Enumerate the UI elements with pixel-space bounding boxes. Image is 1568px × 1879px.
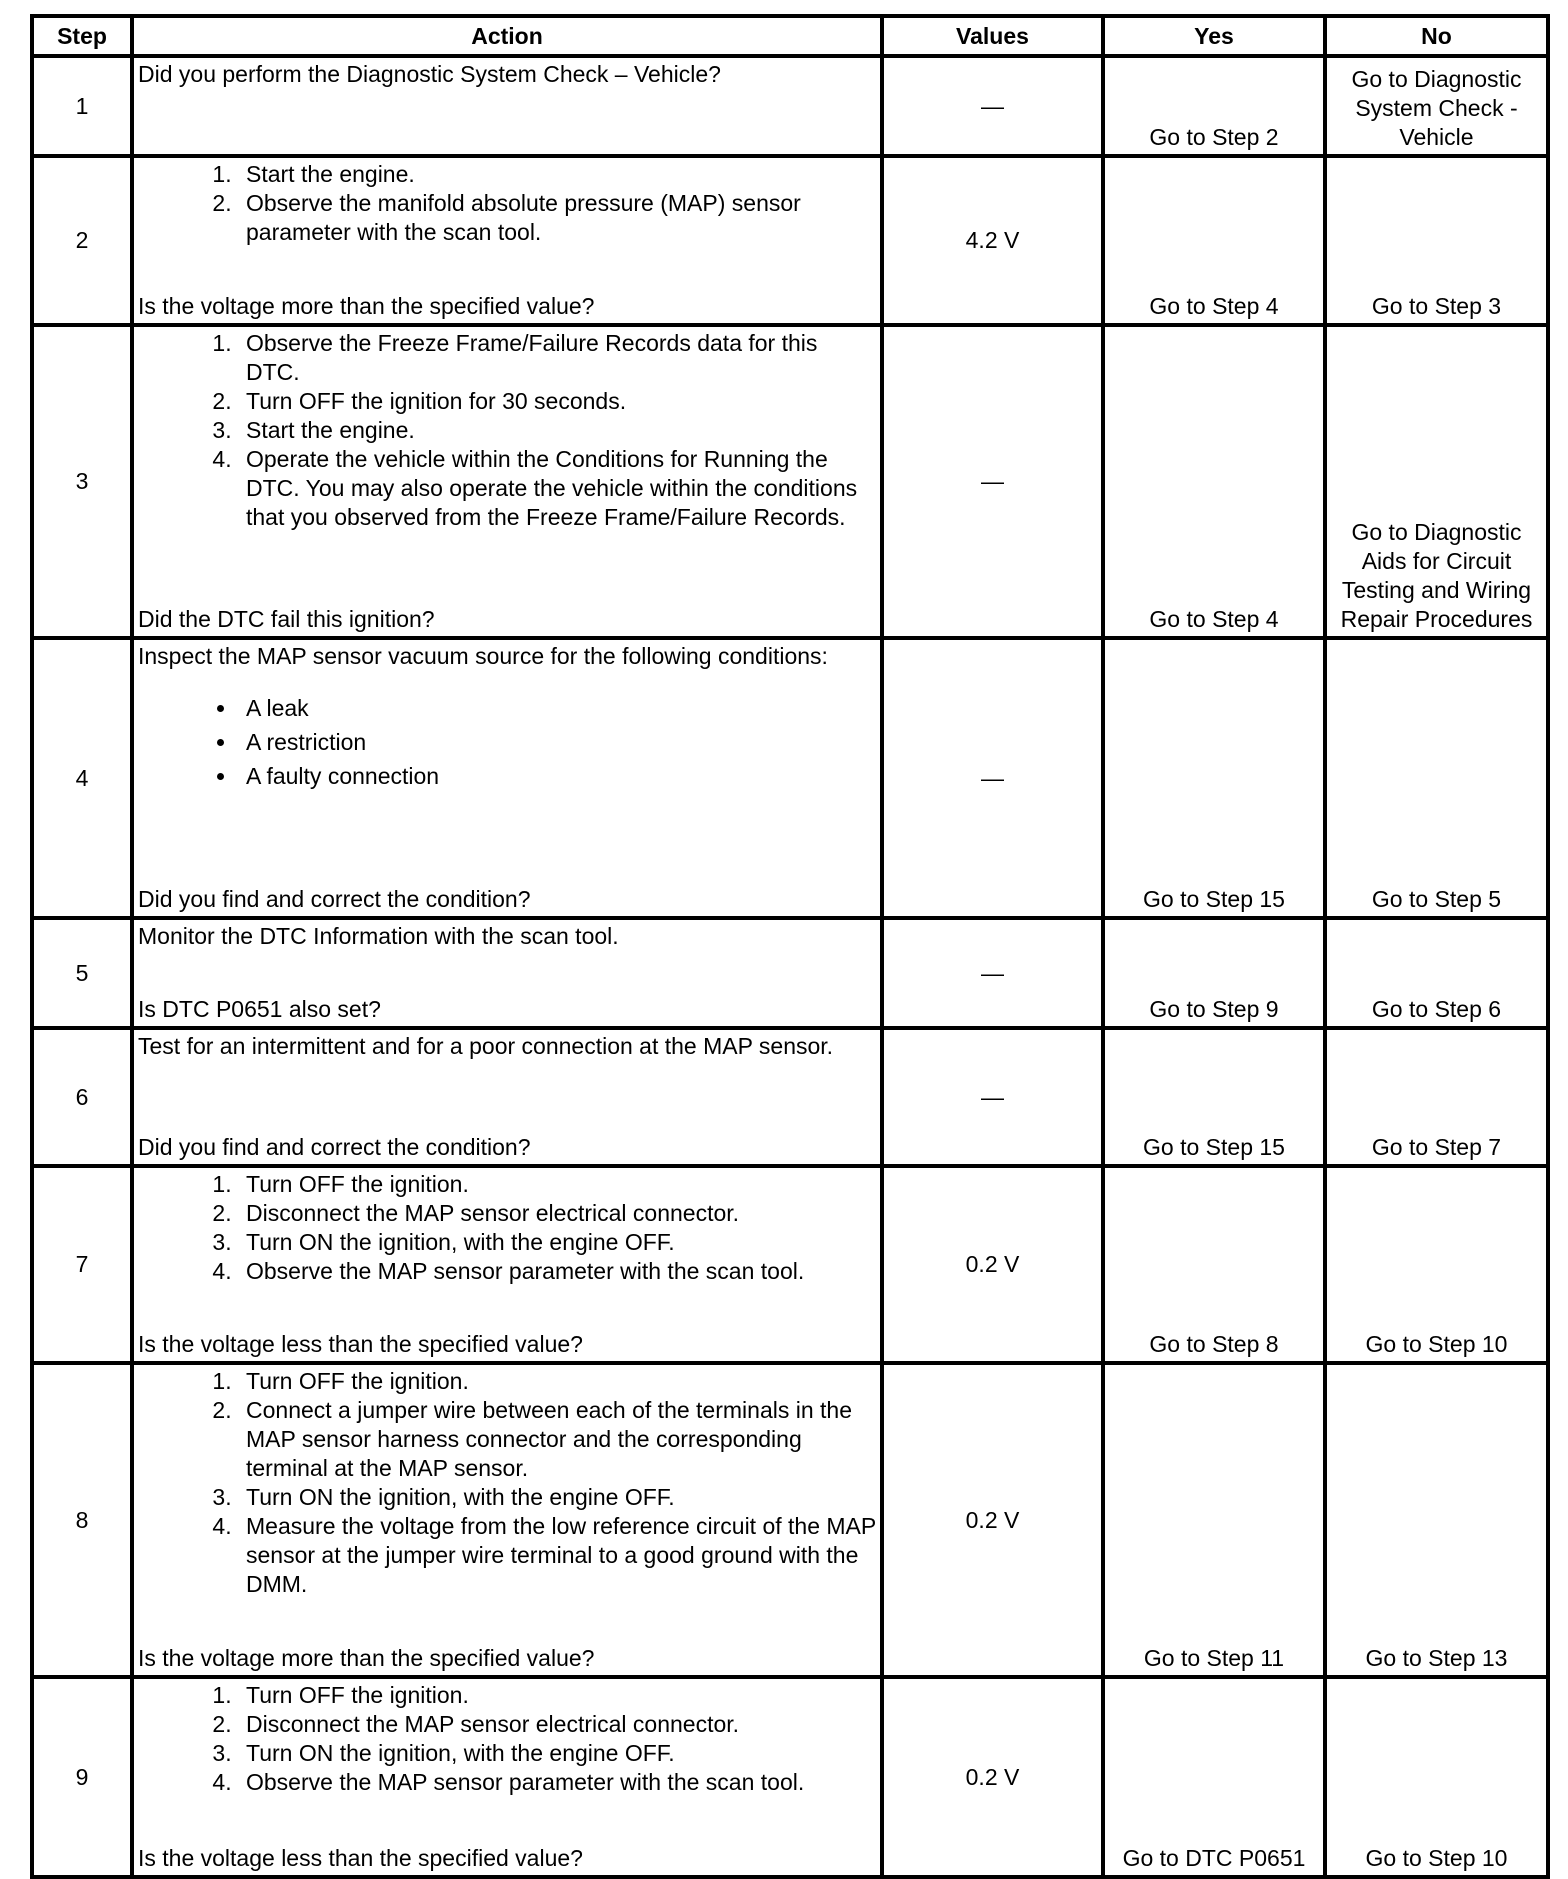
- table-row: [32, 1028, 1548, 1166]
- diagnostic-table: [30, 14, 1550, 1879]
- action-intro: Did you perform the Diagnostic System Check – Vehicle?: [138, 61, 721, 87]
- action-step: 3. Turn ON the ignition, with the engine OFF.: [238, 1739, 876, 1768]
- no-link[interactable]: Go to Step 6: [1325, 918, 1548, 1028]
- header-row: [32, 16, 1548, 56]
- condition-item: • A faulty connection: [238, 759, 876, 793]
- table-row: [32, 1166, 1548, 1363]
- step-number: 7: [32, 1166, 132, 1363]
- action-cell: [132, 1166, 882, 1363]
- action-step: 4. Observe the MAP sensor parameter with the scan tool.: [238, 1768, 876, 1797]
- yes-link[interactable]: Go to Step 4: [1103, 325, 1325, 638]
- action-question: Is DTC P0651 also set?: [138, 996, 381, 1022]
- action-step: 4. Observe the MAP sensor parameter with the scan tool.: [238, 1257, 876, 1286]
- value-cell: —: [882, 638, 1103, 918]
- header-no: No: [1325, 16, 1548, 56]
- header-action: Action: [132, 16, 882, 56]
- action-step: 2. Connect a jumper wire between each of the terminals in the MAP sensor harness connector and the corresponding terminal at the MAP sensor.: [238, 1396, 876, 1483]
- yes-link[interactable]: Go to Step 11: [1103, 1363, 1325, 1677]
- action-step: 3. Turn ON the ignition, with the engine OFF.: [238, 1228, 876, 1257]
- action-step: 3. Turn ON the ignition, with the engine OFF.: [238, 1483, 876, 1512]
- step-number: 2: [32, 156, 132, 325]
- no-link[interactable]: Go to Step 7: [1325, 1028, 1548, 1166]
- action-step: 3. Start the engine.: [238, 416, 876, 445]
- action-cell: [132, 638, 882, 918]
- action-question: Is the voltage more than the specified value?: [138, 1645, 595, 1671]
- action-cell: [132, 56, 882, 156]
- action-intro: Test for an intermittent and for a poor connection at the MAP sensor.: [138, 1033, 834, 1059]
- action-question: Did you find and correct the condition?: [138, 1134, 531, 1160]
- action-step: 2. Disconnect the MAP sensor electrical connector.: [238, 1710, 876, 1739]
- no-link[interactable]: Go to Diagnostic System Check - Vehicle: [1325, 56, 1548, 156]
- action-question: Is the voltage more than the specified value?: [138, 293, 595, 319]
- yes-link[interactable]: Go to Step 9: [1103, 918, 1325, 1028]
- table-row: [32, 156, 1548, 325]
- action-cell: [132, 1028, 882, 1166]
- action-steps: [138, 329, 876, 532]
- action-cell: [132, 1677, 882, 1877]
- value-cell: 0.2 V: [882, 1166, 1103, 1363]
- step-number: 5: [32, 918, 132, 1028]
- table-row: [32, 1363, 1548, 1677]
- action-step: 1. Start the engine.: [238, 160, 876, 189]
- table-row: [32, 1677, 1548, 1877]
- action-question: Did you find and correct the condition?: [138, 886, 531, 912]
- step-number: 3: [32, 325, 132, 638]
- table-row: [32, 56, 1548, 156]
- yes-link[interactable]: Go to DTC P0651: [1103, 1677, 1325, 1877]
- action-step: 1. Turn OFF the ignition.: [238, 1681, 876, 1710]
- header-step: Step: [32, 16, 132, 56]
- value-cell: 0.2 V: [882, 1363, 1103, 1677]
- action-step: 2. Turn OFF the ignition for 30 seconds.: [238, 387, 876, 416]
- action-steps: [138, 160, 876, 247]
- yes-link[interactable]: Go to Step 15: [1103, 1028, 1325, 1166]
- yes-link[interactable]: Go to Step 2: [1103, 56, 1325, 156]
- value-cell: —: [882, 1028, 1103, 1166]
- no-link[interactable]: Go to Diagnostic Aids for Circuit Testing and Wiring Repair Procedures: [1325, 325, 1548, 638]
- action-cell: [132, 1363, 882, 1677]
- value-cell: 0.2 V: [882, 1677, 1103, 1877]
- step-number: 9: [32, 1677, 132, 1877]
- value-cell: —: [882, 56, 1103, 156]
- table-row: [32, 325, 1548, 638]
- action-steps: [138, 1170, 876, 1286]
- step-number: 6: [32, 1028, 132, 1166]
- table-row: [32, 918, 1548, 1028]
- table-row: [32, 638, 1548, 918]
- step-number: 4: [32, 638, 132, 918]
- step-number: 8: [32, 1363, 132, 1677]
- value-cell: —: [882, 325, 1103, 638]
- condition-list: [138, 691, 876, 793]
- step-number: 1: [32, 56, 132, 156]
- value-cell: 4.2 V: [882, 156, 1103, 325]
- action-cell: [132, 918, 882, 1028]
- action-intro: Monitor the DTC Information with the scan tool.: [138, 923, 619, 949]
- yes-link[interactable]: Go to Step 15: [1103, 638, 1325, 918]
- action-cell: [132, 156, 882, 325]
- action-question: Did the DTC fail this ignition?: [138, 606, 435, 632]
- no-link[interactable]: Go to Step 13: [1325, 1363, 1548, 1677]
- no-link[interactable]: Go to Step 10: [1325, 1166, 1548, 1363]
- action-step: 4. Measure the voltage from the low reference circuit of the MAP sensor at the jumper wire terminal to a good ground with the DMM.: [238, 1512, 876, 1599]
- header-values: Values: [882, 16, 1103, 56]
- action-step: 1. Observe the Freeze Frame/Failure Records data for this DTC.: [238, 329, 876, 387]
- value-cell: —: [882, 918, 1103, 1028]
- condition-item: • A restriction: [238, 725, 876, 759]
- yes-link[interactable]: Go to Step 4: [1103, 156, 1325, 325]
- action-intro: Inspect the MAP sensor vacuum source for the following conditions:: [138, 643, 828, 669]
- action-step: 2. Disconnect the MAP sensor electrical connector.: [238, 1199, 876, 1228]
- no-link[interactable]: Go to Step 3: [1325, 156, 1548, 325]
- action-step: 2. Observe the manifold absolute pressure (MAP) sensor parameter with the scan tool.: [238, 189, 876, 247]
- header-yes: Yes: [1103, 16, 1325, 56]
- yes-link[interactable]: Go to Step 8: [1103, 1166, 1325, 1363]
- no-link[interactable]: Go to Step 5: [1325, 638, 1548, 918]
- action-steps: [138, 1681, 876, 1797]
- action-question: Is the voltage less than the specified value?: [138, 1845, 583, 1871]
- action-step: 1. Turn OFF the ignition.: [238, 1170, 876, 1199]
- action-cell: [132, 325, 882, 638]
- action-step: 1. Turn OFF the ignition.: [238, 1367, 876, 1396]
- action-question: Is the voltage less than the specified value?: [138, 1331, 583, 1357]
- action-step: 4. Operate the vehicle within the Conditions for Running the DTC. You may also operate the vehicle within the conditions that you observed from the Freeze Frame/Failure Records.: [238, 445, 876, 532]
- no-link[interactable]: Go to Step 10: [1325, 1677, 1548, 1877]
- condition-item: • A leak: [238, 691, 876, 725]
- action-steps: [138, 1367, 876, 1599]
